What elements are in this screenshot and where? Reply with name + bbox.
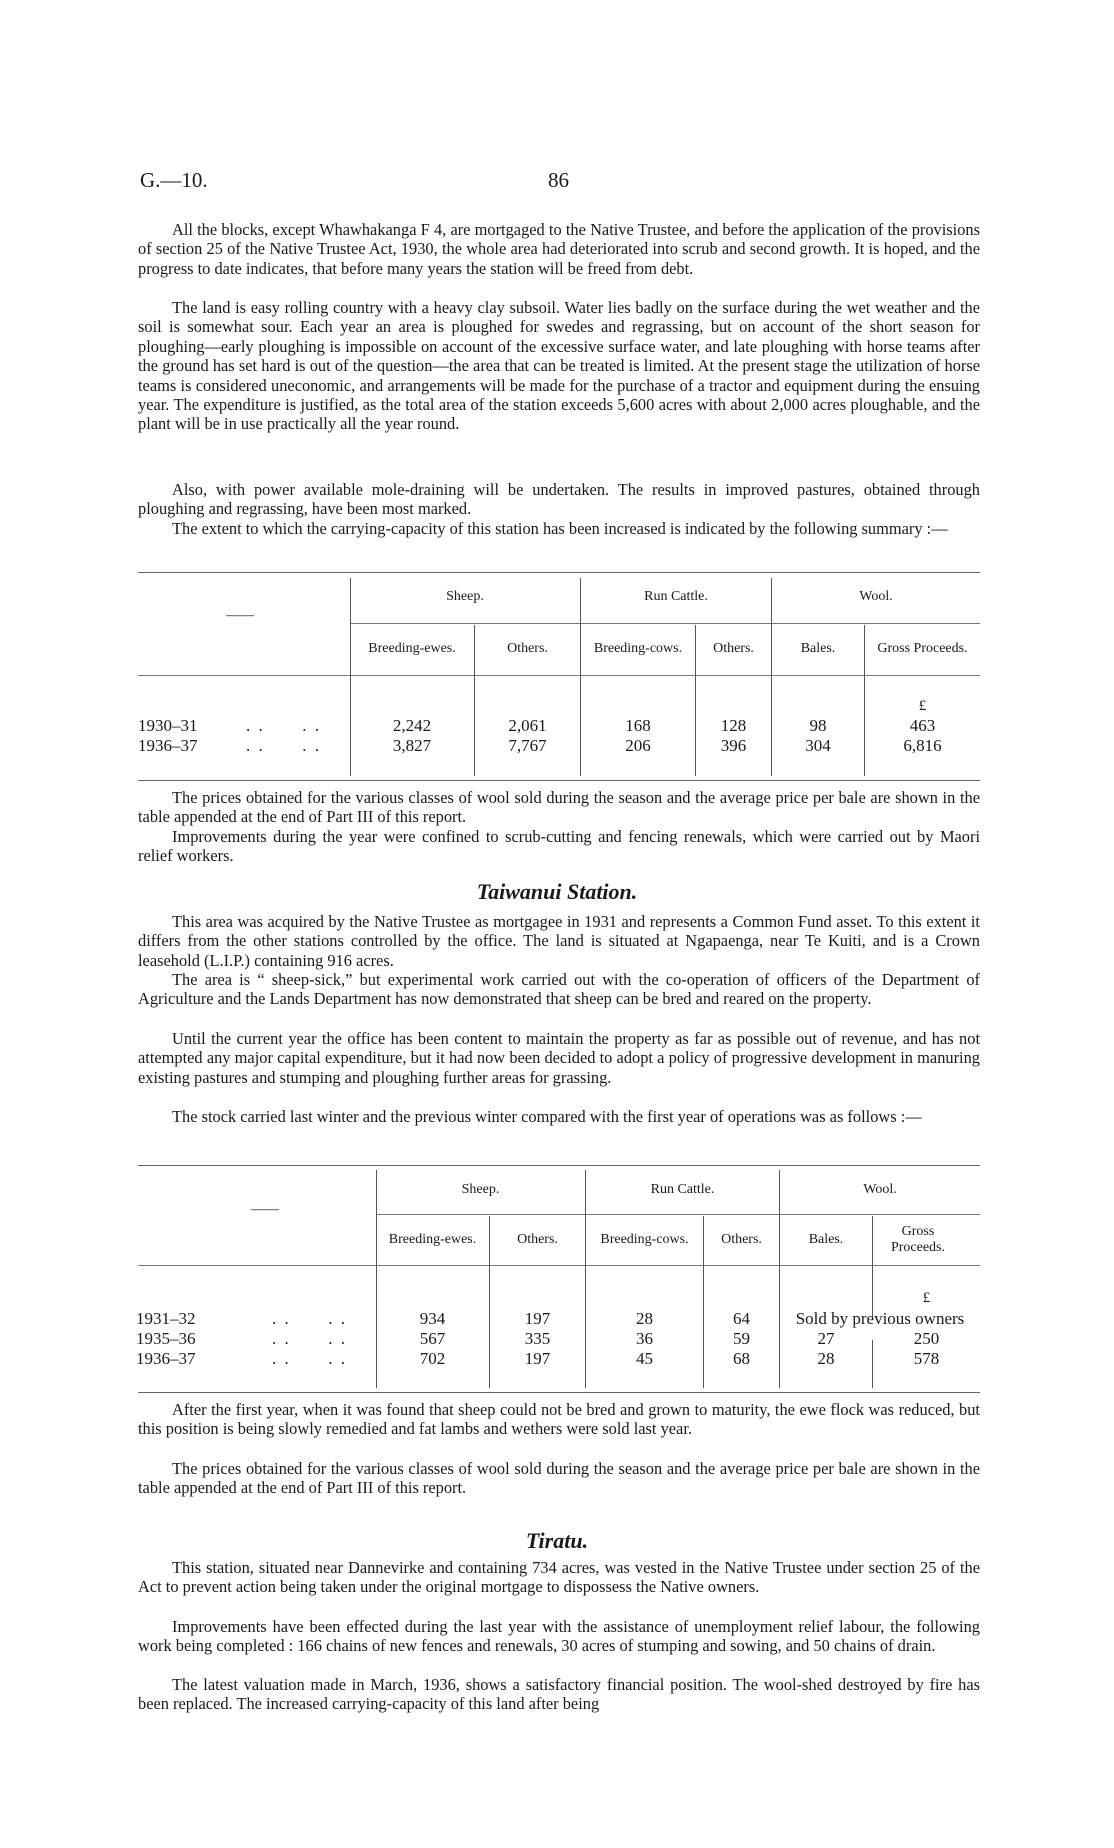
paragraph: This area was acquired by the Native Trustee as mortgagee in 1931 and represents a Common Fund asset. To this extent it differs from the other stations controlled by the office. The land is situated at Ngapaenga, near Te Kuiti, and is a Crown leasehold (L.I.P.) containing 916 acres. bbox=[138, 912, 980, 970]
table-stub: —— bbox=[226, 608, 254, 623]
group-header-wool: Wool. bbox=[863, 1182, 897, 1197]
group-header-sheep: Sheep. bbox=[461, 1182, 500, 1197]
group-header-cattle: Run Cattle. bbox=[650, 1182, 715, 1197]
table-stub: —— bbox=[251, 1202, 279, 1217]
leader-dots: . . . . bbox=[246, 736, 321, 755]
cell-cattle-others: 59 bbox=[733, 1329, 750, 1348]
paragraph: The extent to which the carrying-capacity of this station has been increased is indicated by the following summary :— bbox=[172, 519, 948, 538]
paragraph: The latest valuation made in March, 1936, shows a satisfactory financial position. The wool-shed destroyed by fire has been replaced. The increased carrying-capacity of this land after being bbox=[138, 1675, 980, 1714]
cell-gross-proceeds: 6,816 bbox=[903, 736, 942, 755]
header-bottom-rule bbox=[138, 1265, 980, 1266]
cell-sheep-others: 335 bbox=[524, 1329, 551, 1348]
leader-dots: . . . . bbox=[272, 1349, 347, 1368]
cell-breeding-ewes: 3,827 bbox=[392, 736, 432, 755]
cell-bales: 304 bbox=[805, 736, 831, 755]
cell-breeding-ewes: 2,242 bbox=[392, 716, 432, 735]
col-gross-proceeds: Gross Proceeds. bbox=[890, 1224, 946, 1255]
paragraph: The prices obtained for the various classes of wool sold during the season and the average price per bale are shown in the table appended at the end of Part III of this report. bbox=[138, 788, 980, 827]
col-breeding-ewes: Breeding-ewes. bbox=[388, 1232, 477, 1247]
col-cattle-others: Others. bbox=[721, 1232, 762, 1247]
cell-breeding-cows: 36 bbox=[636, 1329, 653, 1348]
col-sheep-others: Others. bbox=[507, 641, 548, 656]
cell-cattle-others: 396 bbox=[720, 736, 747, 755]
cell-breeding-ewes: 702 bbox=[419, 1349, 446, 1368]
subheader-rule bbox=[350, 623, 980, 624]
paragraph: The area is “ sheep-sick,” but experimental work carried out with the co-operation of officers of the Department of Agriculture and the Lands Department has now demonstrated that sheep can be bred and reared on the property. bbox=[138, 970, 980, 1009]
cell-cattle-others: 128 bbox=[720, 716, 747, 735]
paragraph: Until the current year the office has been content to maintain the property as far as possible out of revenue, and has not attempted any major capital expenditure, but it had now been decided to adopt a policy of progressive development in manuring existing pastures and stumping and ploughing further areas for grassing. bbox=[138, 1029, 980, 1087]
paragraph: The prices obtained for the various classes of wool sold during the season and the average price per bale are shown in the table appended at the end of Part III of this report. bbox=[138, 1459, 980, 1498]
col-bales: Bales. bbox=[808, 1232, 844, 1247]
section-heading: Taiwanui Station. bbox=[476, 879, 638, 904]
cell-gross-proceeds: 578 bbox=[913, 1349, 940, 1368]
row-year: 1931–32 bbox=[136, 1309, 196, 1328]
col-breeding-ewes: Breeding-ewes. bbox=[368, 641, 456, 656]
row-year: 1936–37 bbox=[136, 1349, 196, 1368]
pound-sign: £ bbox=[922, 1290, 931, 1306]
paragraph: Also, with power available mole-draining will be undertaken. The results in improved pastures, obtained through ploughing and regrassing, have been most marked. bbox=[138, 480, 980, 519]
leader-dots: . . . . bbox=[272, 1329, 347, 1348]
row-year: 1935–36 bbox=[136, 1329, 196, 1348]
paragraph: This station, situated near Dannevirke and containing 734 acres, was vested in the Native Trustee under section 25 of the Act to prevent action being taken under the original mortgage to dispossess the Native owners. bbox=[138, 1558, 980, 1597]
table-top-rule bbox=[138, 1165, 980, 1166]
section-heading: Tiratu. bbox=[525, 1528, 589, 1553]
pound-sign: £ bbox=[918, 698, 927, 714]
cell-bales: 27 bbox=[817, 1329, 835, 1348]
col-breeding-cows: Breeding-cows. bbox=[600, 1232, 689, 1247]
document-reference: G.—10. bbox=[140, 168, 208, 192]
cell-gross-proceeds: 463 bbox=[909, 716, 936, 735]
paragraph: All the blocks, except Whawhakanga F 4, are mortgaged to the Native Trustee, and before the application of the provisions of section 25 of the Native Trustee Act, 1930, the whole area had deteriorated into scrub and second growth. It is hoped, and the progress to date indicates, that before many years the station will be freed from debt. bbox=[138, 220, 980, 278]
row-year: 1930–31 bbox=[138, 716, 198, 735]
paragraph: The land is easy rolling country with a heavy clay subsoil. Water lies badly on the surface during the wet weather and the soil is somewhat sour. Each year an area is ploughed for swedes and regrassing, but on account of the short season for ploughing—early ploughing is impossible on account of the excessive surface water, and late ploughing with horse teams after the ground has set hard is out of the question—the area that can be treated is limited. At the present stage the utilization of horse teams is considered uneconomic, and arrangements will be made for the purchase of a tractor and equipment during the ensuing year. The expenditure is justified, as the total area of the station exceeds 5,600 acres with about 2,000 acres ploughable, and the plant will be in use practically all the year round. bbox=[138, 298, 980, 434]
header-bottom-rule bbox=[138, 675, 980, 676]
cell-wool-note: Sold by previous owners bbox=[795, 1309, 965, 1328]
cell-gross-proceeds: 250 bbox=[913, 1329, 940, 1348]
table-top-rule bbox=[138, 572, 980, 573]
cell-sheep-others: 2,061 bbox=[508, 716, 547, 735]
group-header-wool: Wool. bbox=[859, 589, 893, 604]
group-header-sheep: Sheep. bbox=[446, 589, 484, 604]
col-gross-proceeds: Gross Proceeds. bbox=[877, 641, 968, 656]
group-header-cattle: Run Cattle. bbox=[644, 589, 708, 604]
paragraph: The stock carried last winter and the previous winter compared with the first year of operations was as follows :— bbox=[172, 1107, 922, 1126]
cell-cattle-others: 64 bbox=[733, 1309, 750, 1328]
col-cattle-others: Others. bbox=[713, 641, 754, 656]
col-breeding-cows: Breeding-cows. bbox=[593, 641, 683, 656]
leader-dots: . . . . bbox=[246, 716, 321, 735]
cell-breeding-ewes: 567 bbox=[419, 1329, 446, 1348]
cell-sheep-others: 197 bbox=[524, 1349, 551, 1368]
subheader-rule bbox=[376, 1214, 980, 1215]
row-year: 1936–37 bbox=[138, 736, 198, 755]
cell-breeding-ewes: 934 bbox=[419, 1309, 446, 1328]
col-sheep-others: Others. bbox=[517, 1232, 558, 1247]
paragraph: Improvements have been effected during the last year with the assistance of unemployment relief labour, the following work being completed : 166 chains of new fences and renewals, 30 acres of stumping and sowing, and 50 chains of drain. bbox=[138, 1617, 980, 1656]
cell-bales: 98 bbox=[809, 716, 827, 735]
paragraph: After the first year, when it was found that sheep could not be bred and grown to maturity, the ewe flock was reduced, but this position is being slowly remedied and fat lambs and wethers were sold last year. bbox=[138, 1400, 980, 1439]
cell-breeding-cows: 168 bbox=[625, 716, 651, 735]
leader-dots: . . . . bbox=[272, 1309, 347, 1328]
cell-sheep-others: 197 bbox=[524, 1309, 551, 1328]
cell-breeding-cows: 28 bbox=[636, 1309, 653, 1328]
table-bottom-rule bbox=[138, 780, 980, 781]
cell-breeding-cows: 45 bbox=[636, 1349, 653, 1368]
table-bottom-rule bbox=[138, 1392, 980, 1393]
col-bales: Bales. bbox=[800, 641, 836, 656]
paragraph: Improvements during the year were confined to scrub-cutting and fencing renewals, which were carried out by Maori relief workers. bbox=[138, 827, 980, 866]
page-number: 86 bbox=[548, 168, 569, 192]
cell-bales: 28 bbox=[817, 1349, 835, 1368]
cell-cattle-others: 68 bbox=[733, 1349, 750, 1368]
cell-sheep-others: 7,767 bbox=[508, 736, 547, 755]
cell-breeding-cows: 206 bbox=[625, 736, 651, 755]
